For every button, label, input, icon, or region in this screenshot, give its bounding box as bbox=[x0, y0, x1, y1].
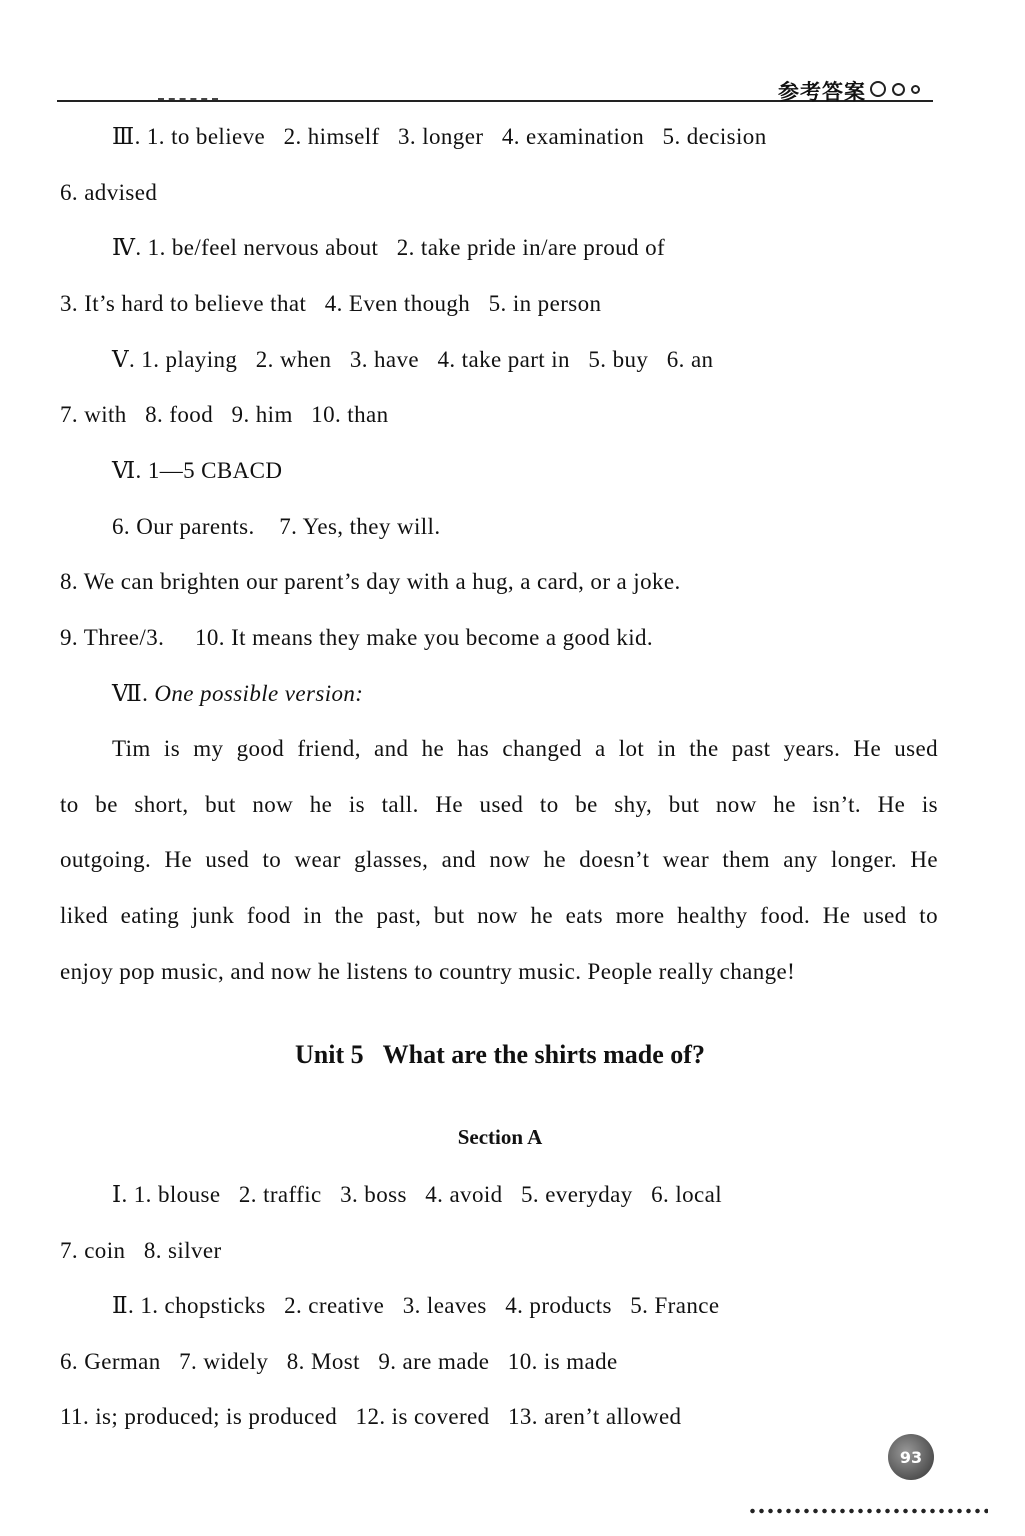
essay-line: outgoing. He used to wear glasses, and now he doesn’t wear them any longer. He bbox=[60, 847, 938, 872]
answer-line: 3. It’s hard to believe that 4. Even though 5. in person bbox=[60, 291, 602, 316]
header-dash bbox=[158, 98, 218, 100]
answer-line: Ⅲ. 1. to believe 2. himself 3. longer 4. examination 5. decision bbox=[112, 124, 767, 149]
answer-line: Ⅰ. 1. blouse 2. traffic 3. boss 4. avoid 5. everyday 6. local bbox=[112, 1182, 723, 1207]
answer-line: 6. Our parents. 7. Yes, they will. bbox=[112, 514, 441, 539]
header-title: 参考答案 bbox=[778, 80, 866, 104]
answer-line: Ⅱ. 1. chopsticks 2. creative 3. leaves 4. products 5. France bbox=[112, 1293, 720, 1318]
answer-line: Ⅳ. 1. be/feel nervous about 2. take pride in/are proud of bbox=[112, 235, 666, 260]
section-heading: Section A bbox=[457, 1125, 543, 1149]
answer-line: 7. with 8. food 9. him 10. than bbox=[60, 402, 389, 427]
essay-line: Tim is my good friend, and he has changed a lot in the past years. He used bbox=[112, 736, 938, 761]
unit-heading: Unit 5 What are the shirts made of? bbox=[295, 1040, 705, 1069]
answer-line: Ⅵ. 1—5 CBACD bbox=[112, 458, 283, 483]
page-number: 93 bbox=[888, 1434, 934, 1480]
answer-line: 6. advised bbox=[60, 180, 158, 205]
answer-line: 7. coin 8. silver bbox=[60, 1238, 222, 1263]
essay-line: liked eating junk food in the past, but now he eats more healthy food. He used to bbox=[60, 903, 938, 928]
footer-dots bbox=[748, 1508, 988, 1514]
answer-line: 6. German 7. widely 8. Most 9. are made 10. is made bbox=[60, 1349, 618, 1374]
answer-line: 9. Three/3. 10. It means they make you become a good kid. bbox=[60, 625, 654, 650]
version-label: Ⅶ. One possible version: bbox=[112, 681, 364, 706]
answer-line: Ⅴ. 1. playing 2. when 3. have 4. take part in 5. buy 6. an bbox=[112, 347, 714, 372]
answer-line: 8. We can brighten our parent’s day with a hug, a card, or a joke. bbox=[60, 569, 681, 594]
header-circles-icon bbox=[870, 80, 926, 98]
essay-line: enjoy pop music, and now he listens to country music. People really change! bbox=[60, 959, 796, 984]
answer-line: 11. is; produced; is produced 12. is covered 13. aren’t allowed bbox=[60, 1404, 682, 1429]
essay-line: to be short, but now he is tall. He used to be shy, but now he isn’t. He is bbox=[60, 792, 938, 817]
